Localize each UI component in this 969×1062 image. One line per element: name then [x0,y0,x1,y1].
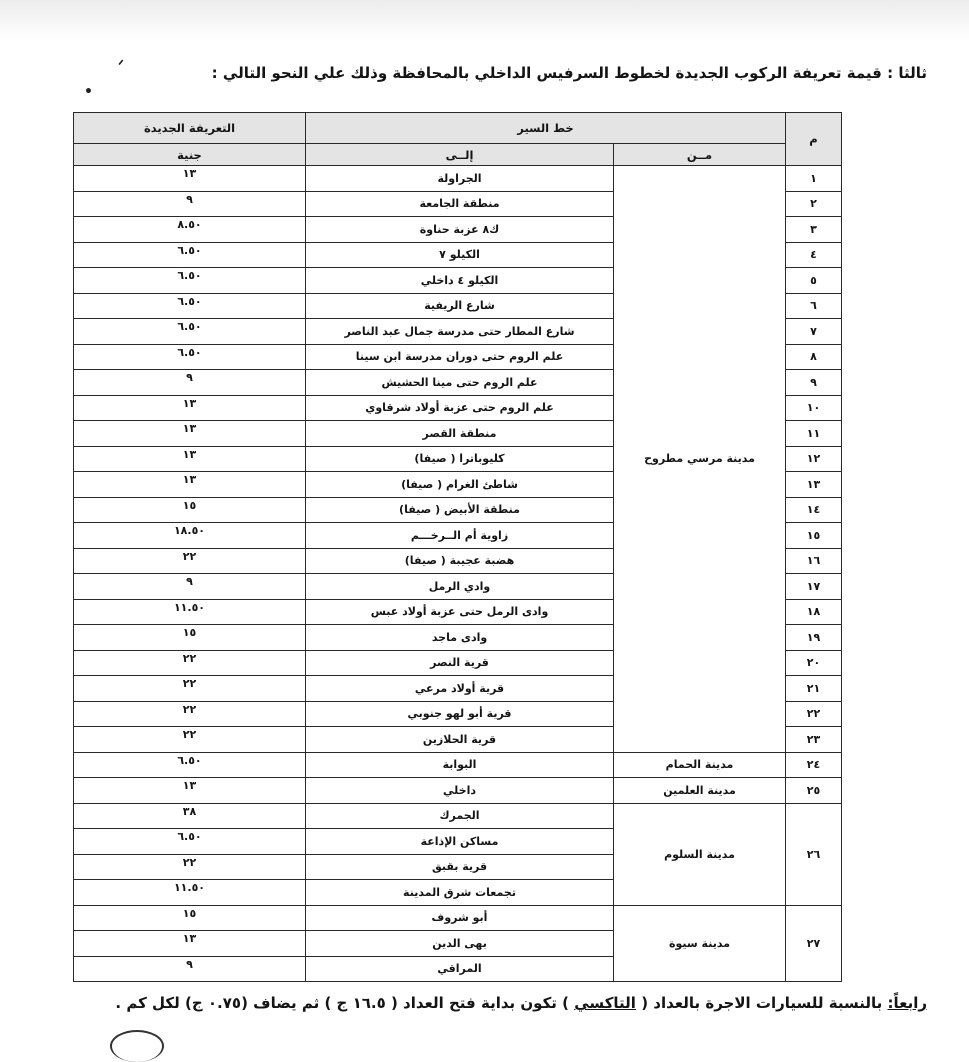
from-city: مدينة السلوم [614,803,786,905]
destination: ك٨ عزبة حناوة [306,217,614,243]
fare-price: ١٣ [74,446,306,472]
fare-price: ٢٢ [74,701,306,727]
destination: منطقة القصر [306,421,614,447]
destination: وادى الرمل حتى عزبة أولاد عبس [306,599,614,625]
row-number: ٢٤ [786,752,842,778]
fare-price: ١٣ [74,778,306,804]
fare-price: ٦.٥٠ [74,752,306,778]
destination: منطقة الجامعة [306,191,614,217]
pen-mark: ᐟ [118,58,124,74]
fare-price: ٩ [74,191,306,217]
from-city: مدينة العلمين [614,778,786,804]
fare-price: ٢٢ [74,548,306,574]
row-number: ٢٥ [786,778,842,804]
header-unit: جنية [74,144,306,166]
destination: علم الروم حتى عزبة أولاد شرقاوي [306,395,614,421]
fare-price: ١٣ [74,421,306,447]
destination: مساكن الإذاعة [306,829,614,855]
section-heading-text: قيمة تعريفة الركوب الجديدة لخطوط السرفيس الداخلي بالمحافظة وذلك علي النحو التالي : [211,64,882,82]
fare-price: ٢٢ [74,727,306,753]
table-header-row [74,113,842,144]
header-route: خط السير [306,113,786,144]
fare-price: ٦.٥٠ [74,319,306,345]
table-subheader-row [74,144,842,166]
fare-price: ٦.٥٠ [74,268,306,294]
table-row [74,778,842,804]
signature-mark [110,1030,164,1062]
header-to: إلــى [306,144,614,166]
row-number: ٢ [786,191,842,217]
row-number: ١٤ [786,497,842,523]
destination: المراقي [306,956,614,982]
row-number: ٢١ [786,676,842,702]
section-heading [212,64,927,82]
row-number: ٣ [786,217,842,243]
row-number: ٢٠ [786,650,842,676]
destination: وادى ماجد [306,625,614,651]
page-top-shade [0,0,969,40]
row-number: ٢٢ [786,701,842,727]
row-number: ١٩ [786,625,842,651]
fare-price: ٦.٥٠ [74,344,306,370]
fare-price: ١٣ [74,395,306,421]
destination: وادي الرمل [306,574,614,600]
row-number: ١٦ [786,548,842,574]
destination: منطقة الأبيض ( صيفا) [306,497,614,523]
destination: علم الروم حتى مينا الحشيش [306,370,614,396]
fare-price: ٢٢ [74,854,306,880]
taxi-note-part1: بالنسبة للسيارات الاجرة بالعداد ( [641,994,883,1012]
row-number: ٤ [786,242,842,268]
fare-price: ١٨.٥٠ [74,523,306,549]
destination: الجراولة [306,166,614,192]
from-city: مدينة مرسي مطروح [614,166,786,753]
destination: تجمعات شرق المدينة [306,880,614,906]
section-heading-lead: ثالثا : [887,64,927,82]
fare-price: ٩ [74,574,306,600]
row-number: ١٥ [786,523,842,549]
fare-price: ٩ [74,956,306,982]
fare-price: ٢٢ [74,676,306,702]
destination: شارع الريفية [306,293,614,319]
fare-price: ١٥ [74,497,306,523]
destination: بهى الدين [306,931,614,957]
destination: الكيلو ٤ داخلي [306,268,614,294]
taxi-note [115,994,927,1012]
row-number: ٢٣ [786,727,842,753]
row-number: ١٣ [786,472,842,498]
row-number: ٧ [786,319,842,345]
fare-price: ٨.٥٠ [74,217,306,243]
row-number: ١ [786,166,842,192]
row-number: ٥ [786,268,842,294]
fare-price: ١٣ [74,472,306,498]
fare-price: ١٣ [74,166,306,192]
destination: كليوباترا ( صيفا) [306,446,614,472]
fare-price: ١١.٥٠ [74,599,306,625]
destination: قرية النصر [306,650,614,676]
row-number: ١٧ [786,574,842,600]
fare-price: ١٥ [74,905,306,931]
fare-price: ٣٨ [74,803,306,829]
row-number: ٢٦ [786,803,842,905]
fare-price: ٩ [74,370,306,396]
row-number: ١٢ [786,446,842,472]
taxi-note-part2: ) تكون بداية فتح العداد ( ١٦.٥ ج ) ثم يضاف (٠.٧٥ ج) لكل كم . [115,994,570,1012]
fare-price: ١٥ [74,625,306,651]
destination: شاطئ الغرام ( صيفا) [306,472,614,498]
destination: زاوية أم الــرخـــم [306,523,614,549]
table-row [74,752,842,778]
from-city: مدينة الحمام [614,752,786,778]
fare-price: ٦.٥٠ [74,293,306,319]
taxi-note-taxi: التاكسي [574,994,636,1012]
destination: قرية الحلازين [306,727,614,753]
row-number: ٢٧ [786,905,842,982]
header-from: مــن [614,144,786,166]
destination: البوابة [306,752,614,778]
row-number: ١٨ [786,599,842,625]
fare-price: ٢٢ [74,650,306,676]
row-number: ١٠ [786,395,842,421]
fare-price: ١٣ [74,931,306,957]
row-number: ٨ [786,344,842,370]
destination: علم الروم حتى دوران مدرسة ابن سينا [306,344,614,370]
destination: الكيلو ٧ [306,242,614,268]
from-city: مدينة سيوة [614,905,786,982]
destination: الجمرك [306,803,614,829]
fare-table [73,112,842,982]
row-number: ١١ [786,421,842,447]
destination: أبو شروف [306,905,614,931]
row-number: ٩ [786,370,842,396]
destination: قرية أبو لهو جنوبي [306,701,614,727]
destination: داخلي [306,778,614,804]
destination: شارع المطار حتى مدرسة جمال عبد الناصر [306,319,614,345]
fare-price: ١١.٥٠ [74,880,306,906]
header-fare: التعريفة الجديدة [74,113,306,144]
fare-price: ٦.٥٠ [74,829,306,855]
row-number: ٦ [786,293,842,319]
table-row [74,803,842,829]
pen-dot: • [84,84,93,100]
destination: قرية بقبق [306,854,614,880]
fare-price: ٦.٥٠ [74,242,306,268]
taxi-note-lead: رابعاً: [887,994,927,1012]
header-num: م [786,113,842,166]
destination: هضبة عجيبة ( صيفا) [306,548,614,574]
table-row [74,905,842,931]
table-row [74,166,842,192]
destination: قرية أولاد مرعي [306,676,614,702]
